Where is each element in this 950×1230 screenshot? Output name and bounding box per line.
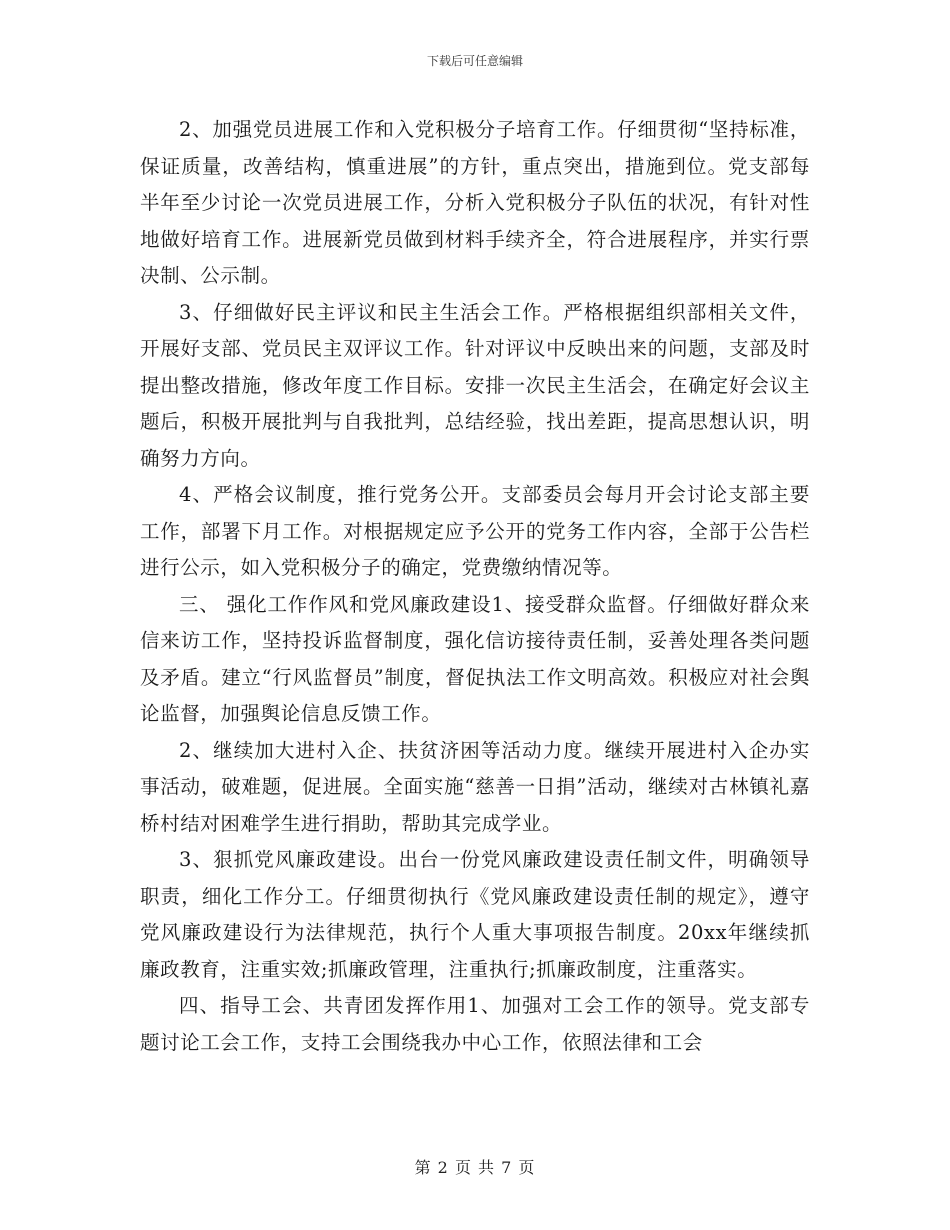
paragraph-village-enterprise: 2、继续加大进村入企、扶贫济困等活动力度。继续开展进村入企办实事活动，破难题，促进展。全面实施“慈善一日捐”活动，继续对古林镇礼嘉桥村结对困难学生进行捐助，帮助其完成学业。 — [140, 738, 810, 835]
paragraph-democratic-appraisal: 3、仔细做好民主评议和民主生活会工作。严格根据组织部相关文件，开展好支部、党员民主双评议工作。针对评议中反映出来的问题，支部及时提出整改措施，修改年度工作目标。安排一次民主生活会，在确定好会议主题后，积极开展批判与自我批判，总结经验，找出差距，提高思想认识，明确努力方向。 — [140, 300, 810, 470]
paragraph-meeting-system: 4、严格会议制度，推行党务公开。支部委员会每月开会讨论支部主要工作，部署下月工作。对根据规定应予公开的党务工作内容，全部于公告栏进行公示，如入党积极分子的确定，党费缴纳情况等。 — [140, 483, 810, 579]
page-number: 第 2 页 共 7 页 — [414, 1158, 536, 1177]
page-header-note: 下载后可任意编辑 — [426, 54, 523, 68]
paragraph-party-member-development: 2、加强党员进展工作和入党积极分子培育工作。仔细贯彻“坚持标准，保证质量，改善结构，慎重进展”的方针，重点突出，措施到位。党支部每半年至少讨论一次党员进展工作，分析入党积极分子队伍的状况，有针对性地做好培育工作。进展新党员做到材料手续齐全，符合进展程序，并实行票决制、公示制。 — [140, 118, 810, 287]
paragraph-clean-governance: 3、狠抓党风廉政建设。出台一份党风廉政建设责任制文件，明确领导职责，细化工作分工。仔细贯彻执行《党风廉政建设责任制的规定》，遵守党风廉政建设行为法律规范，执行个人重大事项报告制度。20xx年继续抓廉政教育，注重实效;抓廉政管理，注重执行;抓廉政制度，注重落实。 — [140, 848, 810, 981]
paragraph-work-style: 三、 强化工作作风和党风廉政建设1、接受群众监督。仔细做好群众来信来访工作，坚持投诉监督制度，强化信访接待责任制，妥善处理各类问题及矛盾。建立“行风监督员”制度，督促执法工作文明高效。积极应对社会舆论监督，加强舆论信息反馈工作。 — [140, 592, 810, 725]
paragraph-trade-union: 四、指导工会、共青团发挥作用1、加强对工会工作的领导。党支部专题讨论工会工作，支持工会围绕我办中心工作，依照法律和工会 — [140, 994, 810, 1054]
document-body — [140, 112, 810, 1061]
